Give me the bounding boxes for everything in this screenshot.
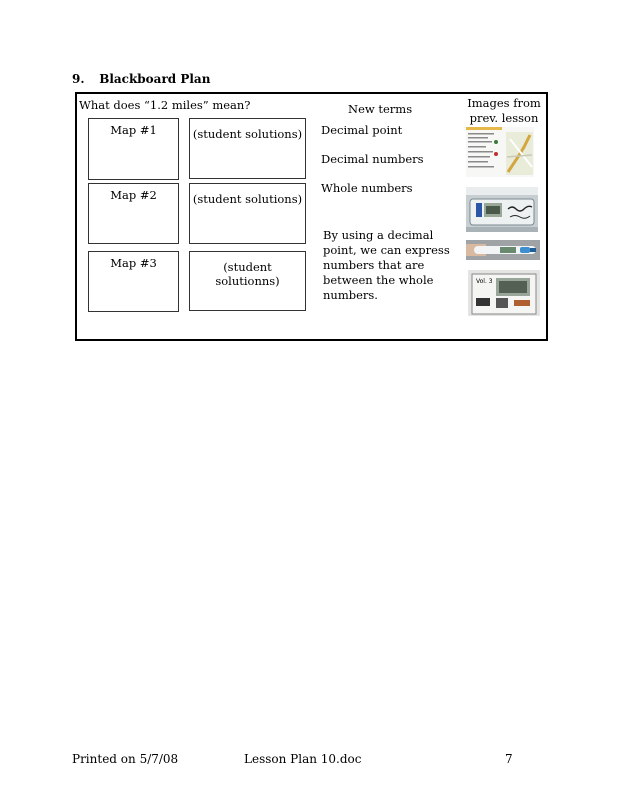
section-title: Blackboard Plan (99, 72, 211, 86)
footer-printed-date: Printed on 5/7/08 (72, 752, 179, 766)
term-whole-numbers: Whole numbers (321, 181, 413, 195)
map-label-1: Map #1 (110, 123, 157, 137)
solution-box-2 (189, 183, 306, 244)
scale-display-photo (468, 270, 540, 316)
term-decimal-point: Decimal point (321, 123, 403, 137)
solution-label-2: (student solutions) (192, 192, 303, 206)
map-label-3: Map #3 (110, 256, 157, 270)
map-screenshot-image (466, 127, 534, 177)
map-label-2: Map #2 (110, 188, 157, 202)
solution-label-1: (student solutions) (192, 127, 303, 141)
solution-box-3 (189, 251, 306, 311)
footer-page-number: 7 (505, 752, 513, 766)
map-box-1 (88, 118, 179, 180)
solution-box-1 (189, 118, 306, 179)
images-title: Images from prev. lesson (467, 96, 541, 125)
scale-label: Vol. 3 (476, 278, 493, 285)
board-question: What does “1.2 miles” mean? (79, 98, 251, 112)
term-decimal-numbers: Decimal numbers (321, 152, 424, 166)
map-box-2 (88, 183, 179, 244)
new-terms-title: New terms (348, 102, 413, 116)
thermometer-photo (466, 240, 540, 260)
map-box-3 (88, 251, 179, 312)
decimal-explanation: By using a decimal point, we can express numbers that are between the whole numbers. (323, 228, 450, 302)
odometer-photo (466, 187, 538, 232)
section-number: 9. (72, 72, 85, 86)
solution-label-3: (student solutionns) (215, 260, 280, 288)
section-heading (72, 72, 210, 86)
footer-filename: Lesson Plan 10.doc (244, 752, 362, 766)
